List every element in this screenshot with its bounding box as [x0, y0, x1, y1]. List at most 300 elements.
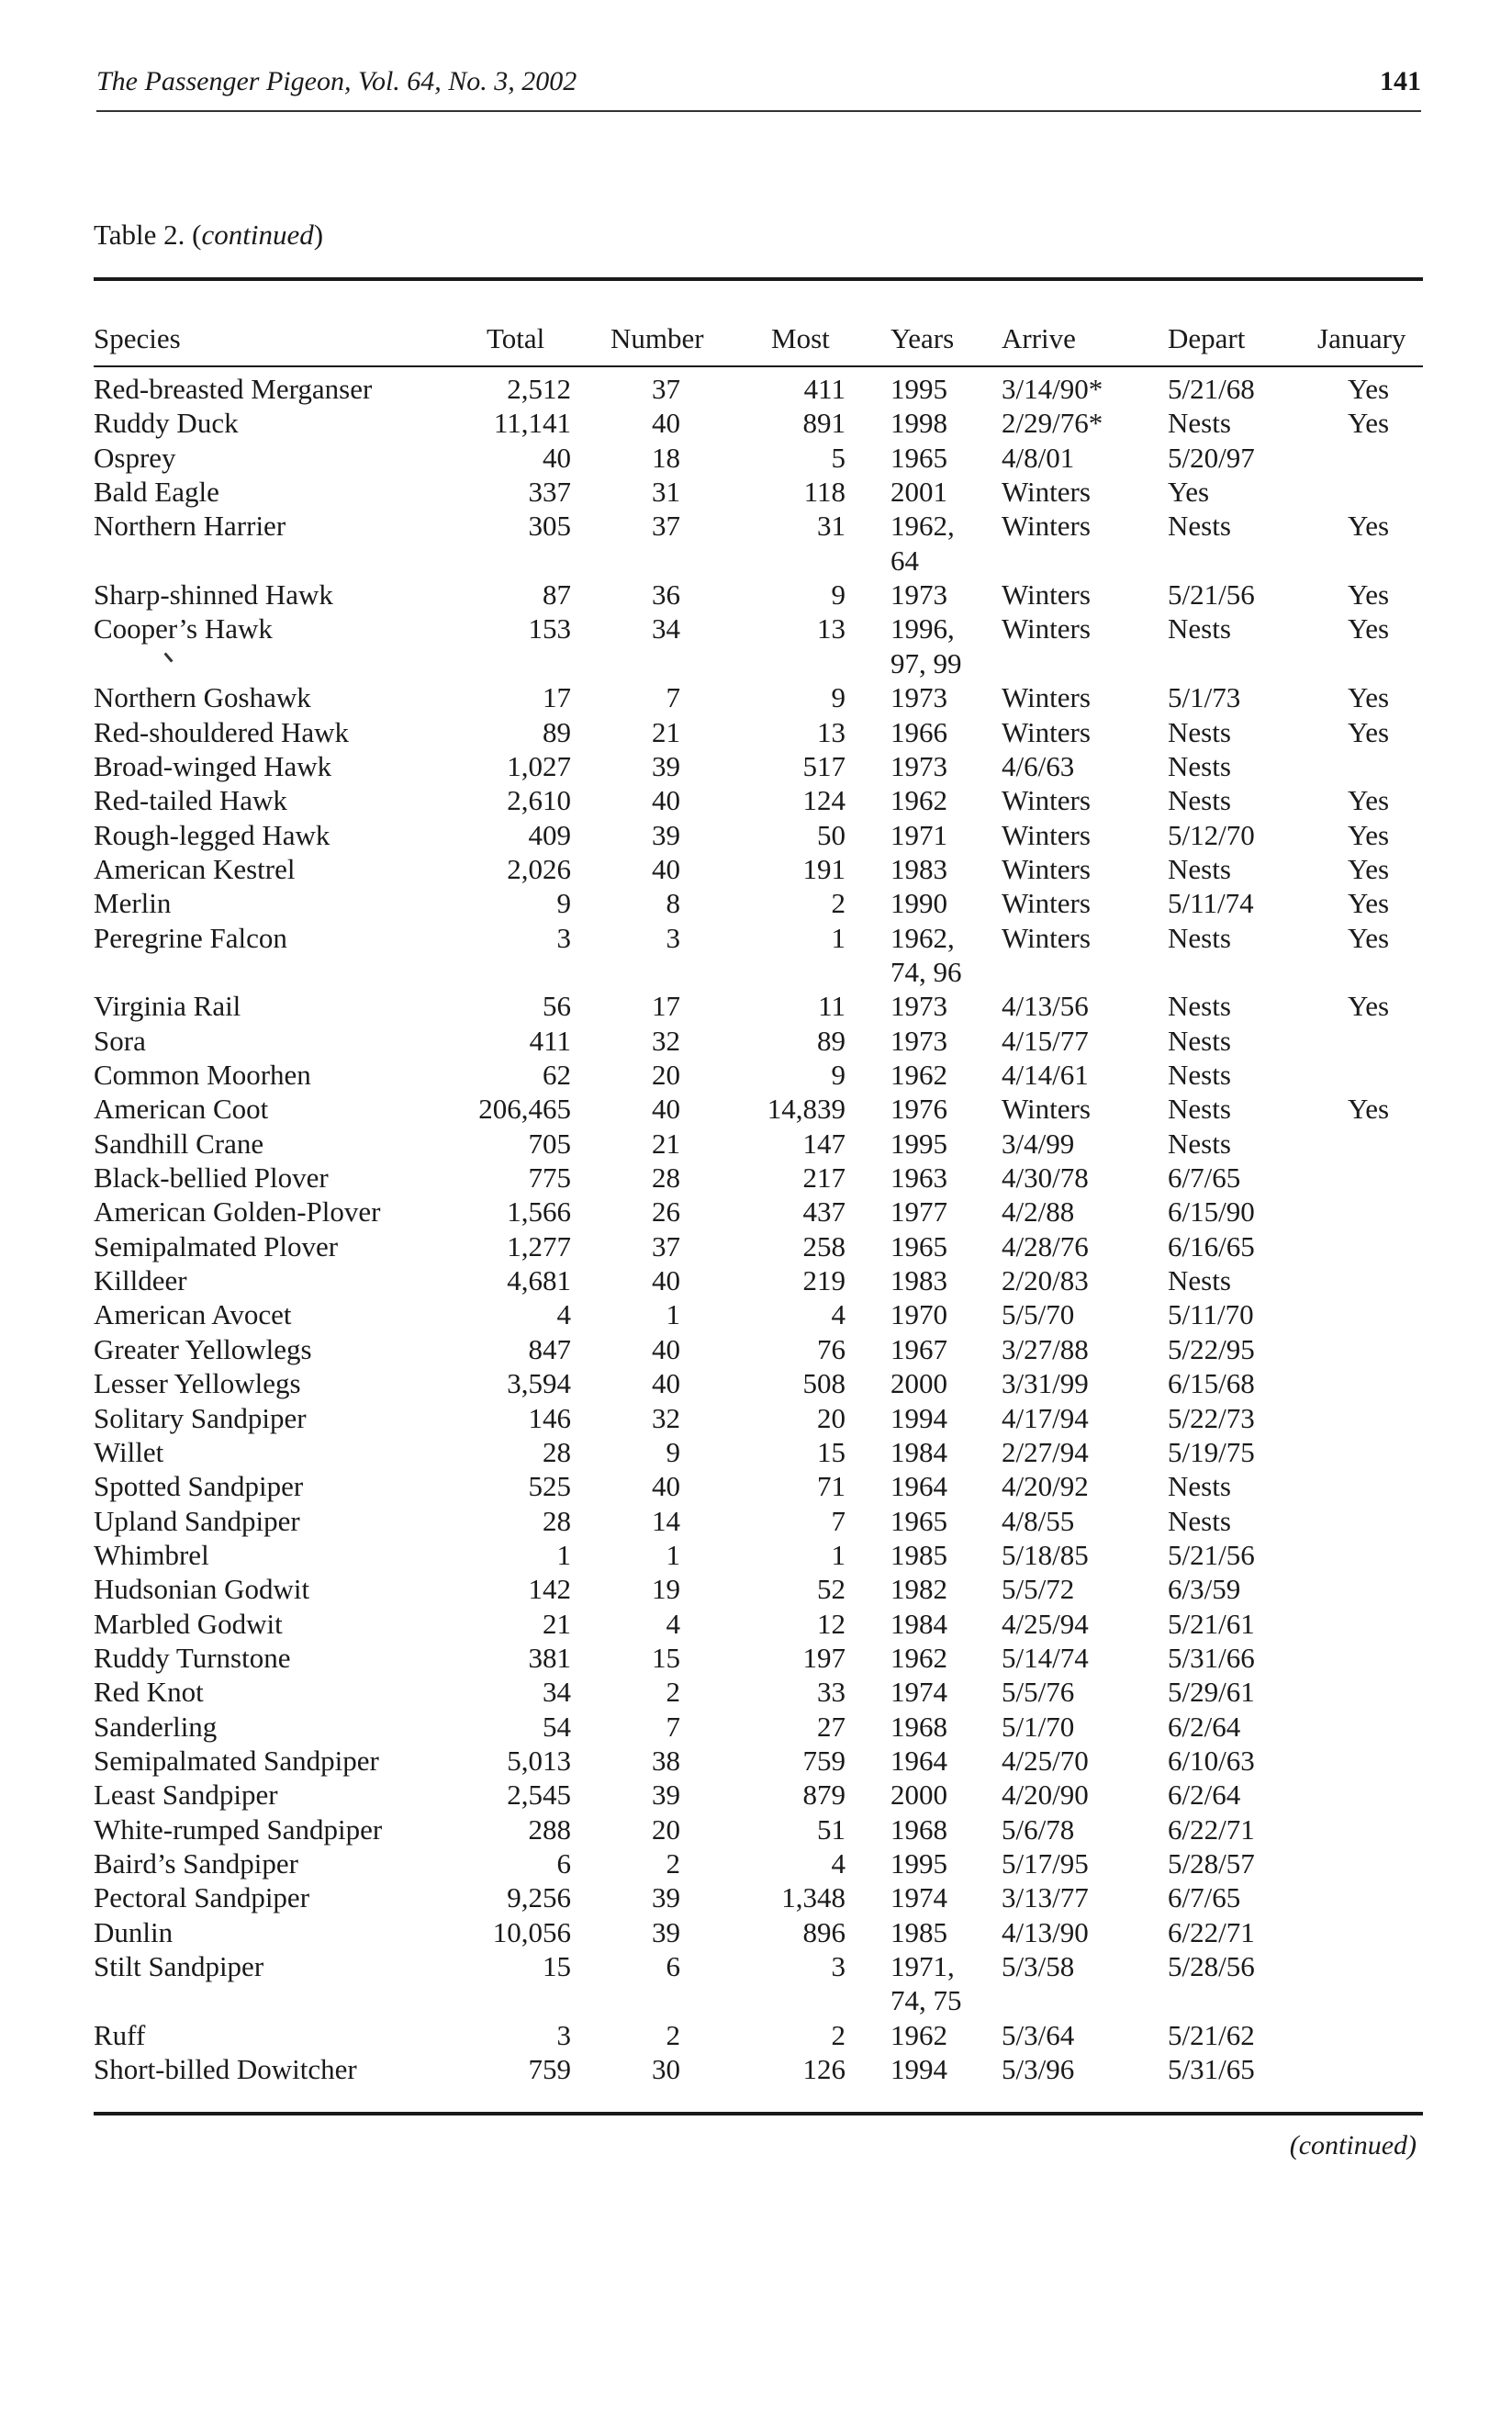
- cell-species: Common Moorhen: [94, 1059, 311, 1091]
- cell-depart: Nests: [1168, 1264, 1231, 1297]
- cell-species: Cooper’s Hawk: [94, 612, 273, 645]
- cell-years: 1982: [890, 1573, 947, 1606]
- cell-number: 36: [652, 578, 680, 612]
- cell-years: 1994: [890, 1401, 947, 1434]
- cell-depart: 6/22/71: [1168, 1812, 1255, 1846]
- cell-species: Pectoral Sandpiper: [94, 1881, 310, 1914]
- cell-arrive: 2/27/94: [1002, 1435, 1089, 1468]
- cell-most: 217: [802, 1162, 846, 1195]
- cell-total: 3,594: [507, 1367, 571, 1400]
- cell-years: 1962,: [890, 510, 955, 543]
- cell-arrive: 4/28/76: [1002, 1229, 1089, 1262]
- cell-most: 52: [817, 1573, 846, 1606]
- cell-number: 4: [666, 1607, 680, 1640]
- cell-depart: Nests: [1168, 990, 1231, 1023]
- cell-most: 2: [831, 887, 846, 920]
- cell-total: 89: [543, 715, 571, 748]
- cell-number: 19: [652, 1573, 680, 1606]
- cell-number: 40: [652, 1367, 680, 1400]
- caption-continued: continued: [201, 219, 314, 251]
- cell-species: Black-bellied Plover: [94, 1162, 329, 1195]
- cell-total: 759: [528, 2053, 571, 2086]
- cell-arrive: 4/6/63: [1002, 749, 1075, 782]
- cell-arrive: 5/14/74: [1002, 1641, 1089, 1674]
- cell-years: 2001: [890, 476, 947, 509]
- cell-number: 2: [666, 1847, 680, 1880]
- cell-arrive: 5/1/70: [1002, 1710, 1075, 1743]
- column-header-depart: Depart: [1168, 322, 1246, 354]
- cell-number: 40: [652, 1093, 680, 1126]
- cell-arrive: Winters: [1002, 818, 1091, 851]
- cell-years: 1984: [890, 1607, 947, 1640]
- cell-total: 28: [543, 1435, 571, 1468]
- cell-species: Bald Eagle: [94, 476, 219, 509]
- cell-species: American Golden-Plover: [94, 1195, 381, 1229]
- cell-total: 34: [543, 1676, 571, 1709]
- cell-depart: Nests: [1168, 1504, 1231, 1537]
- cell-species: Northern Goshawk: [94, 681, 311, 714]
- cell-years: 1970: [890, 1298, 947, 1331]
- column-header-january: January: [1317, 322, 1406, 354]
- cell-depart: 6/10/63: [1168, 1745, 1255, 1777]
- cell-january: Yes: [1348, 715, 1390, 748]
- cell-total: 3: [556, 2018, 571, 2051]
- cell-species: Spotted Sandpiper: [94, 1470, 304, 1503]
- caption-suffix: ): [313, 219, 324, 251]
- cell-total: 381: [528, 1641, 571, 1674]
- cell-number: 31: [652, 476, 680, 509]
- cell-species: Ruddy Duck: [94, 407, 239, 440]
- cell-most: 31: [817, 510, 846, 543]
- cell-total: 2,026: [507, 852, 571, 885]
- cell-years-continuation: 64: [890, 544, 919, 577]
- stray-pen-mark: [163, 652, 173, 662]
- cell-species: Virginia Rail: [94, 990, 241, 1023]
- cell-depart: Nests: [1168, 1470, 1231, 1503]
- cell-most: 4: [831, 1298, 846, 1331]
- cell-most: 14,839: [767, 1093, 846, 1126]
- cell-species: Hudsonian Godwit: [94, 1573, 310, 1606]
- cell-total: 3: [556, 921, 571, 954]
- cell-total: 1: [556, 1538, 571, 1571]
- cell-years: 1973: [890, 749, 947, 782]
- cell-total: 525: [528, 1470, 571, 1503]
- cell-total: 337: [528, 476, 571, 509]
- cell-depart: 5/11/70: [1168, 1298, 1254, 1331]
- cell-years: 1973: [890, 1024, 947, 1057]
- cell-depart: 6/2/64: [1168, 1710, 1241, 1743]
- cell-arrive: 3/31/99: [1002, 1367, 1089, 1400]
- cell-total: 411: [529, 1024, 571, 1057]
- cell-number: 20: [652, 1812, 680, 1846]
- cell-january: Yes: [1348, 1093, 1390, 1126]
- cell-number: 37: [652, 1229, 680, 1262]
- cell-years: 1962,: [890, 921, 955, 954]
- cell-total: 1,277: [507, 1229, 571, 1262]
- cell-arrive: 4/20/90: [1002, 1779, 1089, 1812]
- cell-number: 30: [652, 2053, 680, 2086]
- cell-number: 2: [666, 1676, 680, 1709]
- column-header-number: Number: [610, 322, 704, 354]
- cell-species: White-rumped Sandpiper: [94, 1812, 383, 1846]
- cell-species: Semipalmated Sandpiper: [94, 1745, 379, 1777]
- cell-species: Marbled Godwit: [94, 1607, 283, 1640]
- cell-years: 1971,: [890, 1950, 955, 1983]
- cell-number: 20: [652, 1059, 680, 1091]
- cell-number: 39: [652, 1779, 680, 1812]
- cell-most: 9: [831, 681, 846, 714]
- cell-number: 40: [652, 784, 680, 817]
- cell-january: Yes: [1348, 407, 1390, 440]
- cell-depart: 5/11/74: [1168, 887, 1254, 920]
- journal-title: The Passenger Pigeon, Vol. 64, No. 3, 2002: [96, 66, 577, 96]
- cell-most: 896: [802, 1915, 846, 1948]
- cell-species: Stilt Sandpiper: [94, 1950, 264, 1983]
- cell-depart: 6/7/65: [1168, 1881, 1241, 1914]
- cell-depart: 5/1/73: [1168, 681, 1241, 714]
- cell-species: Whimbrel: [94, 1538, 209, 1571]
- cell-most: 7: [831, 1504, 846, 1537]
- cell-arrive: Winters: [1002, 476, 1091, 509]
- cell-species: Sanderling: [94, 1710, 218, 1743]
- cell-arrive: 4/15/77: [1002, 1024, 1089, 1057]
- cell-depart: 5/12/70: [1168, 818, 1255, 851]
- cell-years: 2000: [890, 1779, 947, 1812]
- cell-number: 2: [666, 2018, 680, 2051]
- cell-species: Red-shouldered Hawk: [94, 715, 350, 748]
- cell-years: 1973: [890, 578, 947, 612]
- cell-species: Killdeer: [94, 1264, 187, 1297]
- cell-january: Yes: [1348, 818, 1390, 851]
- cell-most: 891: [802, 407, 846, 440]
- cell-arrive: 4/25/94: [1002, 1607, 1089, 1640]
- cell-total: 1,566: [507, 1195, 571, 1229]
- cell-arrive: Winters: [1002, 921, 1091, 954]
- cell-most: 437: [802, 1195, 846, 1229]
- cell-total: 9: [556, 887, 571, 920]
- cell-arrive: 3/13/77: [1002, 1881, 1089, 1914]
- cell-number: 40: [652, 1264, 680, 1297]
- cell-depart: Nests: [1168, 1024, 1231, 1057]
- cell-species: Dunlin: [94, 1915, 174, 1948]
- cell-depart: Nests: [1168, 749, 1231, 782]
- cell-years: 1962: [890, 1641, 947, 1674]
- cell-most: 258: [802, 1229, 846, 1262]
- cell-species: Sora: [94, 1024, 146, 1057]
- cell-number: 6: [666, 1950, 680, 1983]
- cell-arrive: 4/13/90: [1002, 1915, 1089, 1948]
- continued-note: (continued): [1289, 2130, 1417, 2160]
- cell-arrive: Winters: [1002, 852, 1091, 885]
- cell-years: 1974: [890, 1676, 947, 1709]
- cell-years: 1968: [890, 1812, 947, 1846]
- cell-most: 508: [802, 1367, 846, 1400]
- cell-depart: 5/29/61: [1168, 1676, 1255, 1709]
- cell-number: 7: [666, 1710, 680, 1743]
- cell-depart: 5/22/95: [1168, 1332, 1255, 1365]
- cell-years: 1965: [890, 1229, 947, 1262]
- cell-depart: Nests: [1168, 715, 1231, 748]
- cell-most: 13: [817, 715, 846, 748]
- cell-depart: 6/22/71: [1168, 1915, 1255, 1948]
- cell-species: American Kestrel: [94, 852, 296, 885]
- cell-total: 15: [543, 1950, 571, 1983]
- table-caption: [94, 219, 323, 252]
- cell-species: Sharp-shinned Hawk: [94, 578, 333, 612]
- cell-years-continuation: 97, 99: [890, 646, 962, 679]
- cell-number: 40: [652, 407, 680, 440]
- cell-number: 21: [652, 715, 680, 748]
- cell-years-continuation: 74, 96: [890, 955, 962, 988]
- cell-depart: Nests: [1168, 407, 1231, 440]
- cell-most: 219: [802, 1264, 846, 1297]
- cell-january: Yes: [1348, 887, 1390, 920]
- cell-arrive: 5/5/76: [1002, 1676, 1075, 1709]
- cell-january: Yes: [1348, 373, 1390, 405]
- running-header: [96, 64, 1421, 112]
- cell-total: 146: [528, 1401, 571, 1434]
- cell-total: 10,056: [492, 1915, 571, 1948]
- cell-species: Lesser Yellowlegs: [94, 1367, 301, 1400]
- cell-species: Osprey: [94, 441, 176, 474]
- cell-years: 1996,: [890, 612, 955, 645]
- cell-depart: Nests: [1168, 1093, 1231, 1126]
- cell-most: 27: [817, 1710, 846, 1743]
- cell-depart: 6/15/68: [1168, 1367, 1255, 1400]
- cell-arrive: 4/2/88: [1002, 1195, 1075, 1229]
- cell-species: Ruddy Turnstone: [94, 1641, 291, 1674]
- cell-total: 775: [528, 1162, 571, 1195]
- cell-number: 26: [652, 1195, 680, 1229]
- cell-total: 21: [543, 1607, 571, 1640]
- cell-arrive: 5/5/70: [1002, 1298, 1075, 1331]
- cell-january: Yes: [1348, 612, 1390, 645]
- cell-most: 51: [817, 1812, 846, 1846]
- cell-depart: 6/2/64: [1168, 1779, 1241, 1812]
- cell-depart: Nests: [1168, 921, 1231, 954]
- cell-total: 705: [528, 1127, 571, 1160]
- cell-arrive: Winters: [1002, 887, 1091, 920]
- cell-depart: 5/21/56: [1168, 1538, 1255, 1571]
- cell-arrive: Winters: [1002, 510, 1091, 543]
- cell-january: Yes: [1348, 784, 1390, 817]
- cell-years: 1994: [890, 2053, 947, 2086]
- cell-arrive: Winters: [1002, 784, 1091, 817]
- cell-total: 11,141: [493, 407, 571, 440]
- cell-most: 517: [802, 749, 846, 782]
- cell-number: 40: [652, 1470, 680, 1503]
- cell-total: 288: [528, 1812, 571, 1846]
- cell-arrive: 5/3/96: [1002, 2053, 1075, 2086]
- cell-most: 76: [817, 1332, 846, 1365]
- cell-depart: Nests: [1168, 510, 1231, 543]
- cell-years: 1983: [890, 1264, 947, 1297]
- cell-depart: 5/19/75: [1168, 1435, 1255, 1468]
- cell-january: Yes: [1348, 578, 1390, 612]
- cell-depart: 5/21/62: [1168, 2018, 1255, 2051]
- cell-depart: 5/21/56: [1168, 578, 1255, 612]
- column-header-total: Total: [487, 322, 545, 354]
- cell-years: 1962: [890, 1059, 947, 1091]
- cell-number: 17: [652, 990, 680, 1023]
- cell-species: Short-billed Dowitcher: [94, 2053, 357, 2086]
- cell-total: 1,027: [507, 749, 571, 782]
- cell-arrive: 2/20/83: [1002, 1264, 1089, 1297]
- cell-most: 197: [802, 1641, 846, 1674]
- cell-january: Yes: [1348, 990, 1390, 1023]
- cell-years: 1985: [890, 1915, 947, 1948]
- cell-number: 40: [652, 1332, 680, 1365]
- cell-years: 1966: [890, 715, 947, 748]
- cell-most: 20: [817, 1401, 846, 1434]
- cell-arrive: 2/29/76*: [1002, 407, 1103, 440]
- cell-number: 1: [666, 1538, 680, 1571]
- cell-years: 1964: [890, 1470, 947, 1503]
- cell-arrive: 5/18/85: [1002, 1538, 1089, 1571]
- cell-most: 2: [831, 2018, 846, 2051]
- cell-most: 4: [831, 1847, 846, 1880]
- cell-most: 33: [817, 1676, 846, 1709]
- page-number: 141: [1380, 66, 1421, 96]
- cell-total: 2,512: [507, 373, 571, 405]
- cell-number: 40: [652, 852, 680, 885]
- cell-depart: 6/16/65: [1168, 1229, 1255, 1262]
- cell-depart: 6/3/59: [1168, 1573, 1241, 1606]
- cell-most: 3: [831, 1950, 846, 1983]
- cell-number: 37: [652, 510, 680, 543]
- cell-species: Ruff: [94, 2018, 146, 2051]
- cell-years: 1971: [890, 818, 947, 851]
- cell-most: 411: [803, 373, 846, 405]
- cell-years: 2000: [890, 1367, 947, 1400]
- cell-total: 28: [543, 1504, 571, 1537]
- cell-depart: 5/22/73: [1168, 1401, 1255, 1434]
- cell-species: Red Knot: [94, 1676, 204, 1709]
- cell-years: 1995: [890, 373, 947, 405]
- cell-most: 50: [817, 818, 846, 851]
- cell-total: 206,465: [478, 1093, 571, 1126]
- cell-number: 15: [652, 1641, 680, 1674]
- column-header-most: Most: [771, 322, 830, 354]
- cell-species: Sandhill Crane: [94, 1127, 264, 1160]
- cell-most: 89: [817, 1024, 846, 1057]
- cell-total: 54: [543, 1710, 571, 1743]
- cell-january: Yes: [1348, 681, 1390, 714]
- cell-arrive: 3/27/88: [1002, 1332, 1089, 1365]
- cell-years: 1998: [890, 407, 947, 440]
- cell-years: 1983: [890, 852, 947, 885]
- cell-total: 9,256: [507, 1881, 571, 1914]
- cell-years: 1968: [890, 1710, 947, 1743]
- cell-number: 8: [666, 887, 680, 920]
- cell-depart: Nests: [1168, 1059, 1231, 1091]
- cell-most: 15: [817, 1435, 846, 1468]
- cell-depart: 5/31/66: [1168, 1641, 1255, 1674]
- cell-arrive: 5/3/58: [1002, 1950, 1075, 1983]
- cell-most: 12: [817, 1607, 846, 1640]
- cell-depart: Nests: [1168, 1127, 1231, 1160]
- cell-years: 1985: [890, 1538, 947, 1571]
- cell-arrive: Winters: [1002, 578, 1091, 612]
- cell-years: 1964: [890, 1745, 947, 1777]
- cell-years: 1995: [890, 1127, 947, 1160]
- cell-depart: Nests: [1168, 852, 1231, 885]
- cell-january: Yes: [1348, 510, 1390, 543]
- cell-depart: 5/28/57: [1168, 1847, 1255, 1880]
- cell-total: 2,545: [507, 1779, 571, 1812]
- table-header-rule: [94, 365, 1423, 367]
- cell-number: 39: [652, 749, 680, 782]
- cell-years: 1965: [890, 441, 947, 474]
- table-bottom-rule: [94, 2112, 1423, 2115]
- cell-total: 409: [528, 818, 571, 851]
- cell-number: 39: [652, 1881, 680, 1914]
- cell-species: Broad-winged Hawk: [94, 749, 332, 782]
- cell-number: 32: [652, 1024, 680, 1057]
- cell-species: Solitary Sandpiper: [94, 1401, 307, 1434]
- cell-number: 32: [652, 1401, 680, 1434]
- cell-most: 1: [831, 1538, 846, 1571]
- cell-arrive: Winters: [1002, 681, 1091, 714]
- cell-total: 40: [543, 441, 571, 474]
- cell-total: 62: [543, 1059, 571, 1091]
- cell-number: 37: [652, 373, 680, 405]
- cell-arrive: Winters: [1002, 612, 1091, 645]
- column-header-species: Species: [94, 322, 181, 354]
- cell-arrive: Winters: [1002, 715, 1091, 748]
- cell-species: Greater Yellowlegs: [94, 1332, 312, 1365]
- cell-years: 1990: [890, 887, 947, 920]
- cell-species: Baird’s Sandpiper: [94, 1847, 298, 1880]
- cell-arrive: 4/17/94: [1002, 1401, 1089, 1434]
- cell-species: Least Sandpiper: [94, 1779, 278, 1812]
- cell-number: 38: [652, 1745, 680, 1777]
- table-top-rule: [94, 277, 1423, 281]
- cell-number: 1: [666, 1298, 680, 1331]
- cell-depart: Yes: [1168, 476, 1210, 509]
- cell-total: 4,681: [507, 1264, 571, 1297]
- cell-years: 1963: [890, 1162, 947, 1195]
- cell-arrive: 3/4/99: [1002, 1127, 1075, 1160]
- cell-most: 759: [802, 1745, 846, 1777]
- cell-years: 1973: [890, 681, 947, 714]
- cell-total: 847: [528, 1332, 571, 1365]
- cell-species: American Avocet: [94, 1298, 292, 1331]
- cell-arrive: 4/8/55: [1002, 1504, 1075, 1537]
- cell-total: 17: [543, 681, 571, 714]
- cell-most: 9: [831, 578, 846, 612]
- cell-most: 71: [817, 1470, 846, 1503]
- cell-number: 39: [652, 818, 680, 851]
- cell-species: Semipalmated Plover: [94, 1229, 339, 1262]
- cell-depart: 5/21/68: [1168, 373, 1255, 405]
- cell-depart: Nests: [1168, 612, 1231, 645]
- cell-arrive: 5/5/72: [1002, 1573, 1075, 1606]
- cell-species: Upland Sandpiper: [94, 1504, 300, 1537]
- cell-january: Yes: [1348, 852, 1390, 885]
- cell-most: 124: [802, 784, 846, 817]
- cell-depart: 5/31/65: [1168, 2053, 1255, 2086]
- cell-arrive: 5/3/64: [1002, 2018, 1075, 2051]
- cell-total: 5,013: [507, 1745, 571, 1777]
- cell-total: 4: [556, 1298, 571, 1331]
- cell-arrive: 4/13/56: [1002, 990, 1089, 1023]
- cell-depart: 5/21/61: [1168, 1607, 1255, 1640]
- cell-arrive: 4/30/78: [1002, 1162, 1089, 1195]
- cell-years: 1977: [890, 1195, 947, 1229]
- cell-total: 87: [543, 578, 571, 612]
- column-header-arrive: Arrive: [1002, 322, 1076, 354]
